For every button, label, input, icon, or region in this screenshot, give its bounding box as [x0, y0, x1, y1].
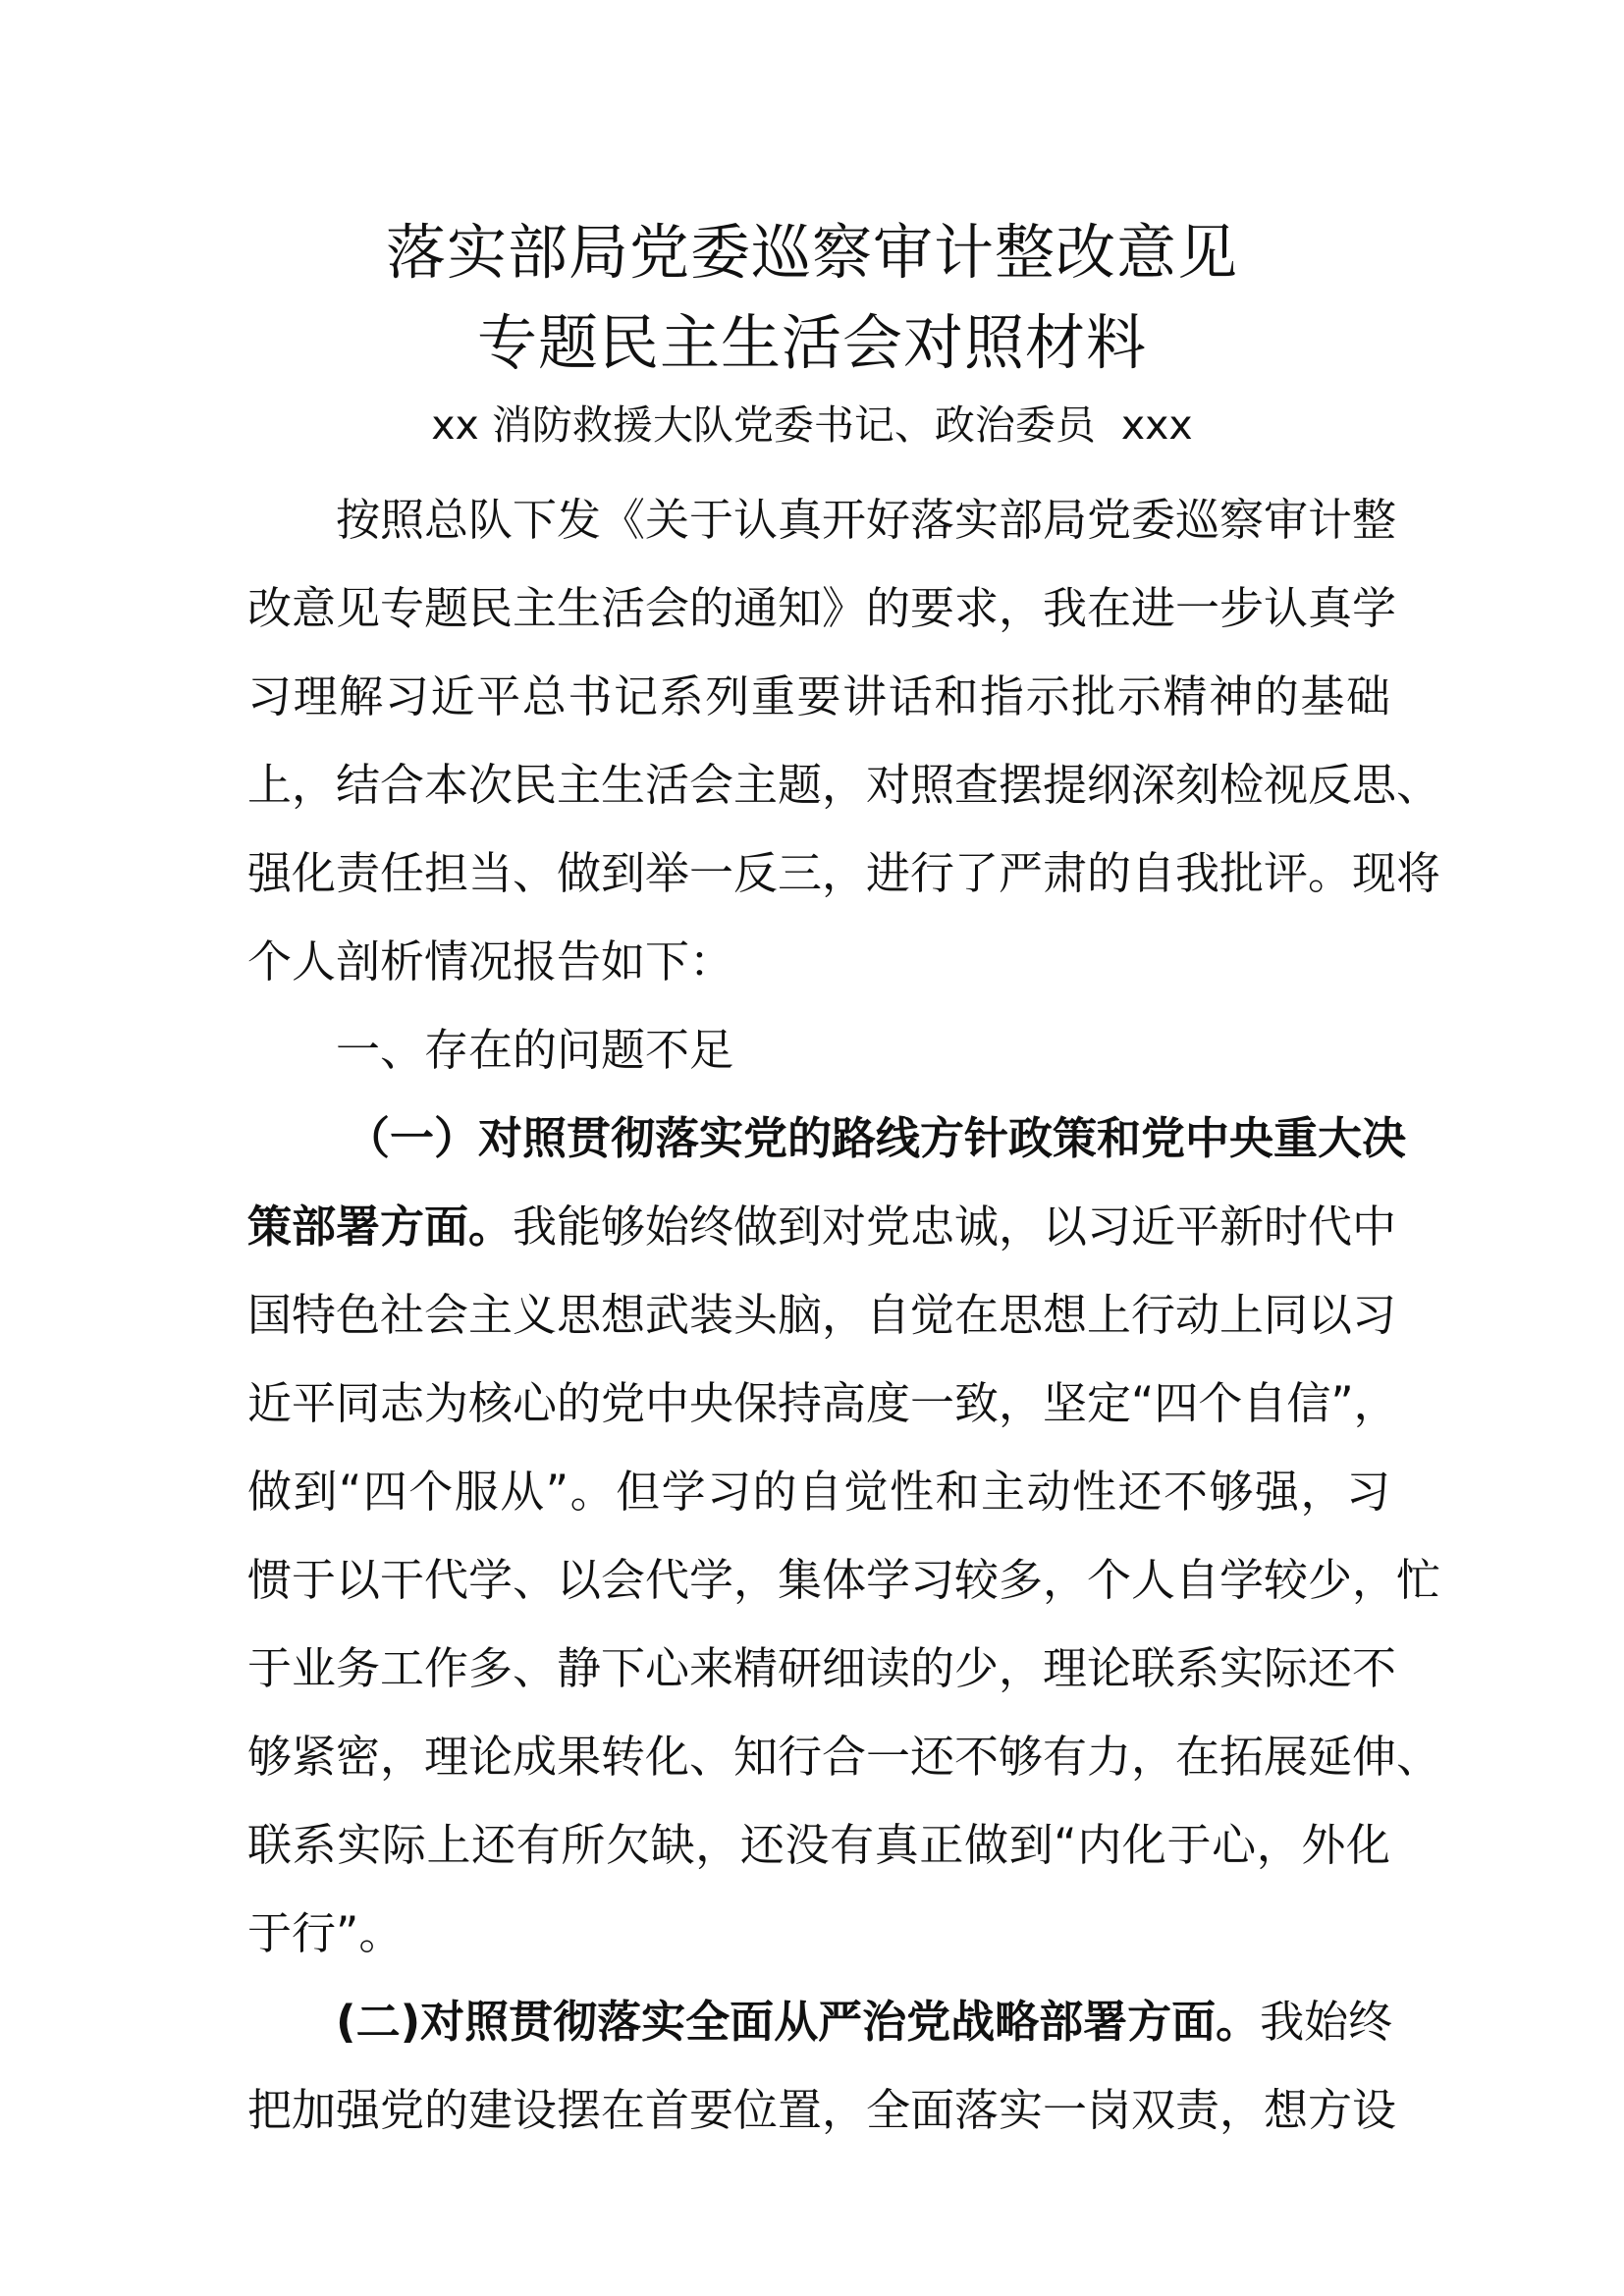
intro-line: 按照总队下发《关于认真开好落实部局党委巡察审计整: [336, 494, 1397, 546]
subsection-heading-tail: 策部署方面。: [247, 1201, 514, 1253]
intro-line: 个人剖析情况报告如下：: [247, 935, 734, 988]
body-line: 于业务工作多、静下心来精研细读的少，理论联系实际还不: [247, 1642, 1397, 1694]
document-title-line-2: 专题民主生活会对照材料: [476, 308, 1147, 378]
intro-line: 上，结合本次民主生活会主题，对照查摆提纲深刻检视反思、: [247, 759, 1441, 811]
author-byline: xx 消防救援大队党委书记、政治委员 xxx: [431, 401, 1193, 449]
body-line: 国特色社会主义思想武装头脑，自觉在思想上行动上同以习: [247, 1289, 1397, 1341]
body-line: 于行”。: [247, 1907, 404, 1959]
body-line: 够紧密，理论成果转化、知行合一还不够有力，在拓展延伸、: [247, 1731, 1441, 1783]
body-text: 我能够始终做到对党忠诚，以习近平新时代中: [513, 1201, 1397, 1253]
document-title-line-1: 落实部局党委巡察审计整改意见: [385, 218, 1238, 288]
body-text: 我始终: [1260, 1996, 1393, 2048]
body-line: 惯于以干代学、以会代学，集体学习较多，个人自学较少，忙: [247, 1554, 1441, 1606]
section-heading: 一、存在的问题不足: [336, 1024, 734, 1076]
body-line: 把加强党的建设摆在首要位置，全面落实一岗双责，想方设: [247, 2084, 1397, 2136]
intro-line: 强化责任担当、做到举一反三，进行了严肃的自我批评。现将: [247, 847, 1441, 899]
subsection-body-line: [247, 1198, 1397, 1256]
body-line: 近平同志为核心的党中央保持高度一致，坚定“四个自信”，: [247, 1377, 1398, 1429]
body-line: 做到“四个服从”。但学习的自觉性和主动性还不够强，习: [247, 1466, 1390, 1518]
subsection-heading: (二)对照贯彻落实全面从严治党战略部署方面。: [336, 1996, 1261, 2048]
subsection-heading-line: （一）对照贯彻落实党的路线方针政策和党中央重大决: [346, 1112, 1407, 1164]
intro-line: 改意见专题民主生活会的通知》的要求，我在进一步认真学: [247, 582, 1397, 634]
subsection-body-line: [336, 1993, 1393, 2052]
intro-line: 习理解习近平总书记系列重要讲话和指示批示精神的基础: [247, 670, 1390, 722]
body-line: 联系实际上还有所欠缺，还没有真正做到“内化于心，外化: [247, 1819, 1390, 1871]
